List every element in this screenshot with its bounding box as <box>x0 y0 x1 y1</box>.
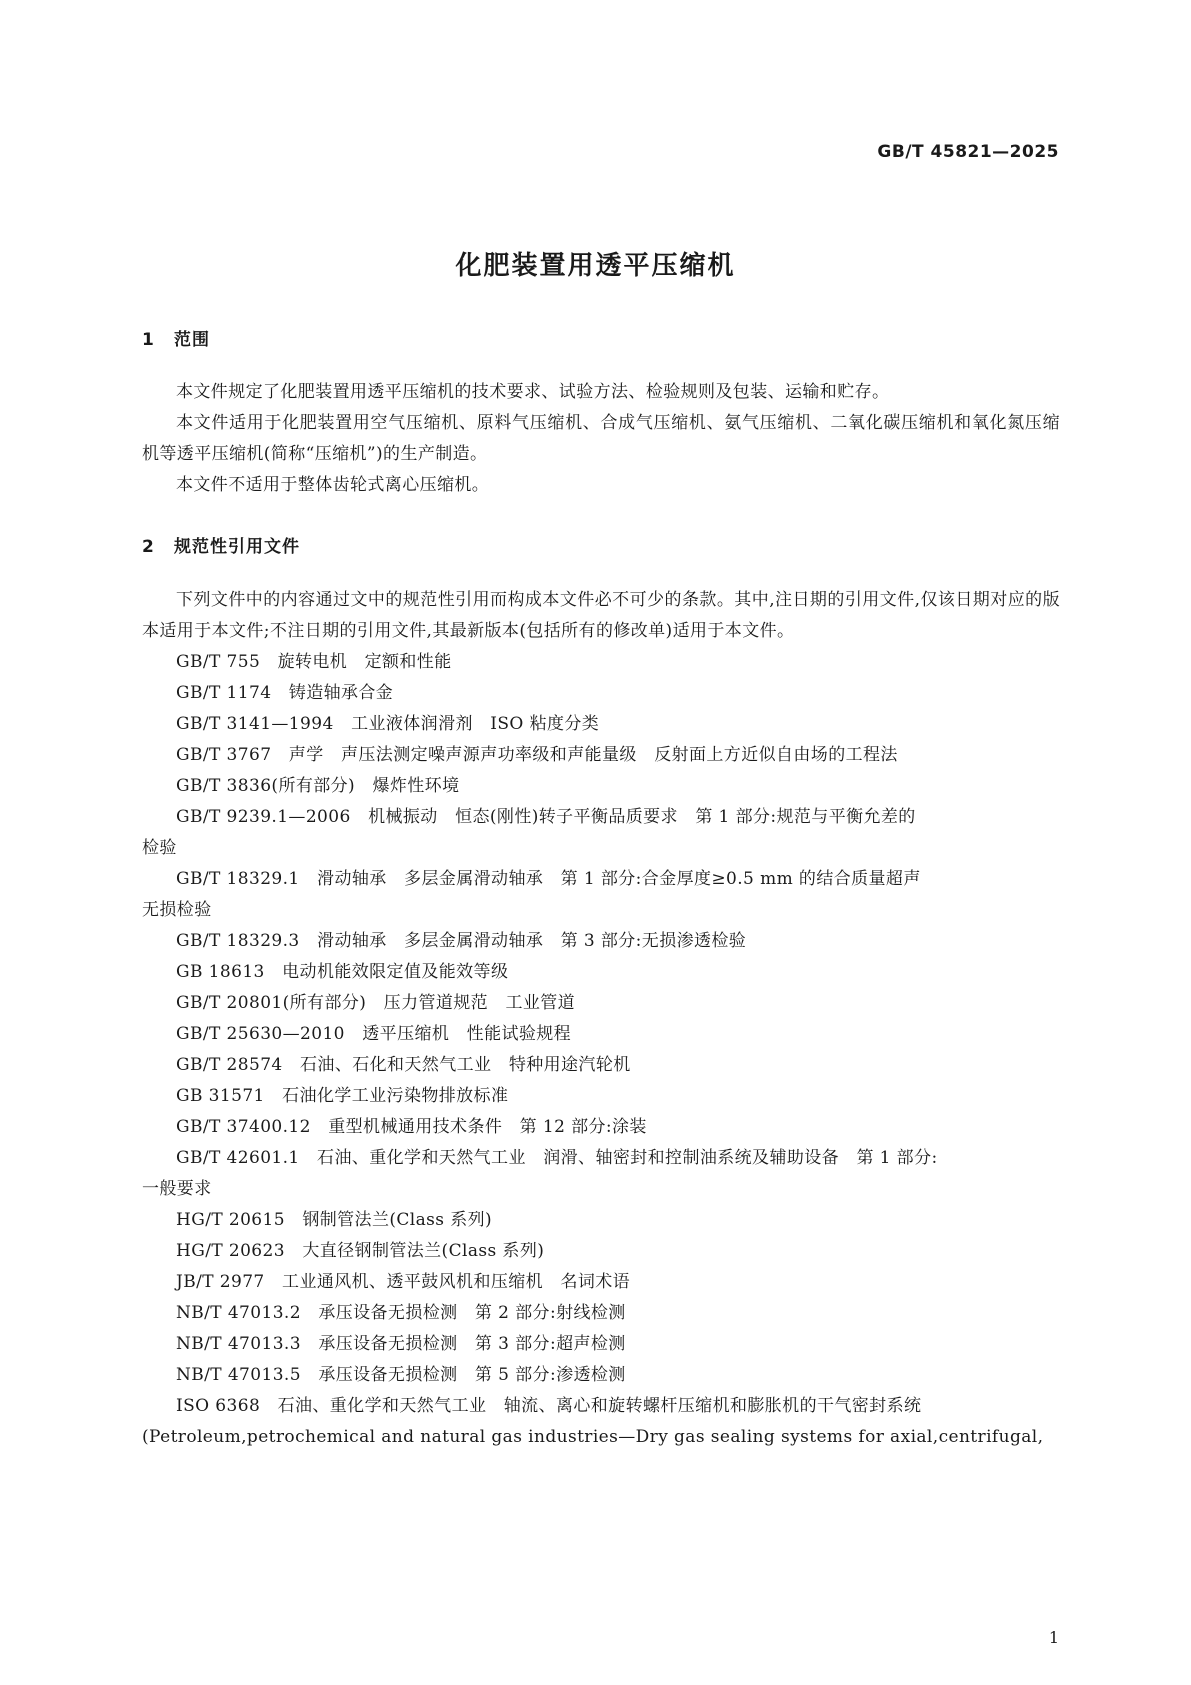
section-2-title: 规范性引用文件 <box>174 537 300 557</box>
section-1-body <box>142 377 1060 501</box>
section-1-heading <box>142 325 210 350</box>
section-1-title: 范围 <box>174 330 210 350</box>
reference-item: GB/T 3141—1994 工业液体润滑剂 ISO 粘度分类 <box>176 714 600 734</box>
reference-item-continuation: 无损检验 <box>142 900 212 920</box>
page-number: 1 <box>1048 1628 1059 1647</box>
reference-item: GB/T 37400.12 重型机械通用技术条件 第 12 部分:涂装 <box>176 1117 647 1137</box>
standard-number: GB/T 45821—2025 <box>877 142 1059 162</box>
paragraph: 本文件不适用于整体齿轮式离心压缩机。 <box>176 475 490 495</box>
section-2-number: 2 <box>142 537 155 557</box>
reference-item: GB/T 20801(所有部分) 压力管道规范 工业管道 <box>176 993 576 1013</box>
reference-item-continuation: 检验 <box>142 838 177 858</box>
reference-item: GB/T 9239.1—2006 机械振动 恒态(刚性)转子平衡品质要求 第 1 部分:规范与平衡允差的 <box>176 807 916 827</box>
document-title: 化肥装置用透平压缩机 <box>455 251 736 281</box>
reference-item: HG/T 20623 大直径钢制管法兰(Class 系列) <box>176 1241 545 1261</box>
reference-item: GB/T 42601.1 石油、重化学和天然气工业 润滑、轴密封和控制油系统及辅助设备 第 1 部分: <box>176 1148 938 1168</box>
reference-item: NB/T 47013.3 承压设备无损检测 第 3 部分:超声检测 <box>176 1334 626 1354</box>
reference-item: GB 18613 电动机能效限定值及能效等级 <box>176 962 509 982</box>
paragraph: 下列文件中的内容通过文中的规范性引用而构成本文件必不可少的条款。其中,注日期的引用文件,仅该日期对应的版本适用于本文件;不注日期的引用文件,其最新版本(包括所有的修改单)适用于本文件。 <box>142 590 1060 641</box>
reference-item: ISO 6368 石油、重化学和天然气工业 轴流、离心和旋转螺杆压缩机和膨胀机的干气密封系统 <box>176 1396 922 1416</box>
reference-item: GB/T 28574 石油、石化和天然气工业 特种用途汽轮机 <box>176 1055 631 1075</box>
reference-item: GB/T 755 旋转电机 定额和性能 <box>176 652 452 672</box>
reference-item: GB/T 18329.3 滑动轴承 多层金属滑动轴承 第 3 部分:无损渗透检验 <box>176 931 747 951</box>
reference-item: JB/T 2977 工业通风机、透平鼓风机和压缩机 名词术语 <box>176 1272 631 1292</box>
paragraph: 本文件适用于化肥装置用空气压缩机、原料气压缩机、合成气压缩机、氨气压缩机、二氧化碳压缩机和氧化氮压缩机等透平压缩机(简称“压缩机”)的生产制造。 <box>142 413 1060 464</box>
section-2-heading <box>142 532 300 557</box>
reference-item: GB/T 1174 铸造轴承合金 <box>176 683 394 703</box>
reference-item: GB/T 25630—2010 透平压缩机 性能试验规程 <box>176 1024 572 1044</box>
reference-item-continuation: 一般要求 <box>142 1179 212 1199</box>
reference-item: GB 31571 石油化学工业污染物排放标准 <box>176 1086 509 1106</box>
reference-item: NB/T 47013.2 承压设备无损检测 第 2 部分:射线检测 <box>176 1303 626 1323</box>
section-2-body <box>142 585 1060 1453</box>
reference-item: GB/T 18329.1 滑动轴承 多层金属滑动轴承 第 1 部分:合金厚度≥0.5 mm 的结合质量超声 <box>176 869 921 889</box>
reference-item: GB/T 3767 声学 声压法测定噪声源声功率级和声能量级 反射面上方近似自由场的工程法 <box>176 745 898 765</box>
paragraph: 本文件规定了化肥装置用透平压缩机的技术要求、试验方法、检验规则及包装、运输和贮存。 <box>176 382 890 402</box>
reference-item: GB/T 3836(所有部分) 爆炸性环境 <box>176 776 460 796</box>
reference-item: NB/T 47013.5 承压设备无损检测 第 5 部分:渗透检测 <box>176 1365 626 1385</box>
reference-item-continuation: (Petroleum,petrochemical and natural gas industries—Dry gas sealing systems for axial,centrifugal, <box>142 1427 1044 1447</box>
reference-item: HG/T 20615 钢制管法兰(Class 系列) <box>176 1210 493 1230</box>
section-1-number: 1 <box>142 330 155 350</box>
